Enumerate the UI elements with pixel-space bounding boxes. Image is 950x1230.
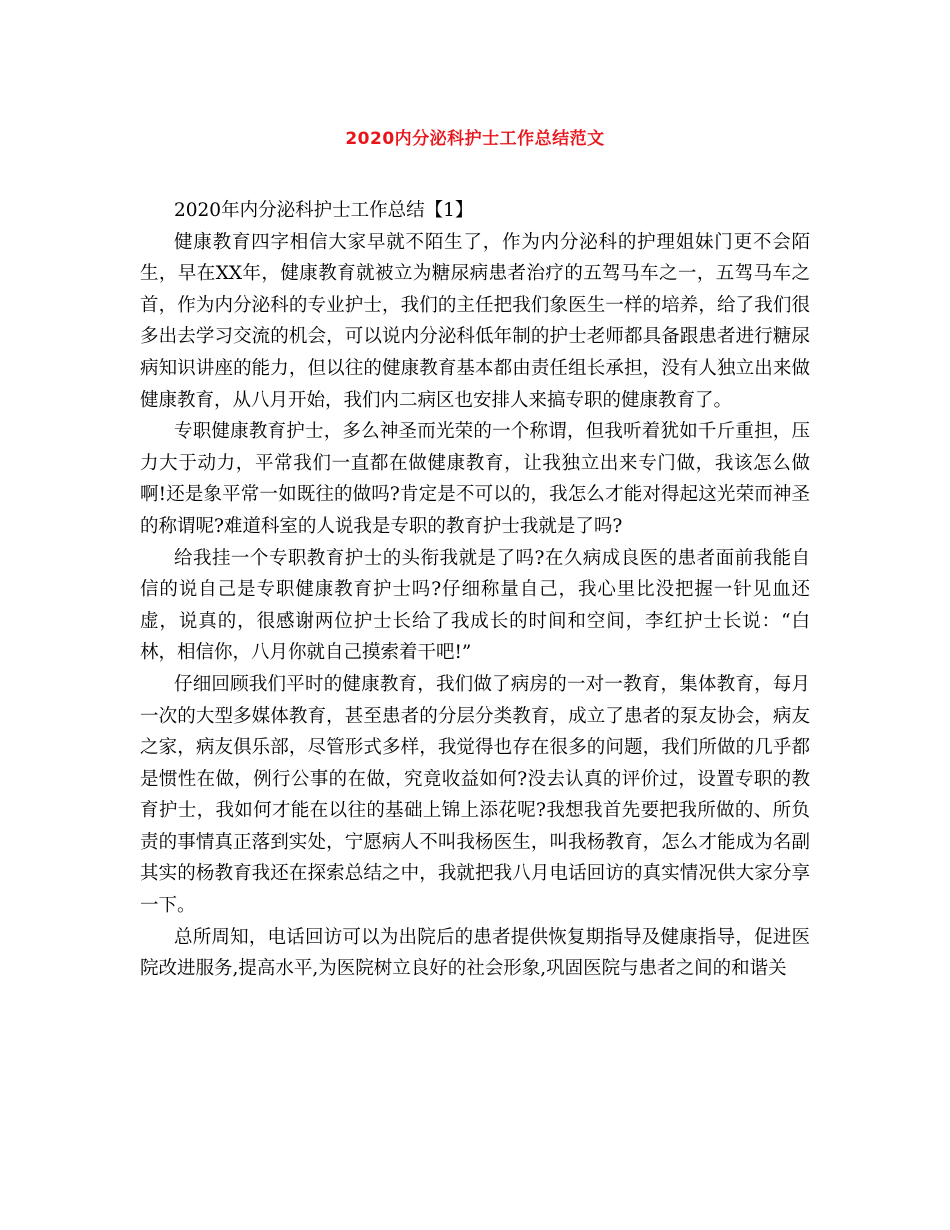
paragraph-3: 给我挂一个专职教育护士的头衔我就是了吗?在久病成良医的患者面前我能自信的说自己是专职健康教育护士吗?仔细称量自己，我心里比没把握一针见血还虚，说真的，很感谢两位护士长给了我成长的时间和空间，李红护士长说：“白林，相信你，八月你就自己摸索着干吧!”: [140, 547, 810, 664]
paragraph-5: 总所周知，电话回访可以为出院后的患者提供恢复期指导及健康指导，促进医院改进服务,提高水平,为医院树立良好的社会形象,巩固医院与患者之间的和谐关: [140, 926, 810, 980]
paragraph-2: 专职健康教育护士，多么神圣而光荣的一个称谓，但我听着犹如千斤重担，压力大于动力，平常我们一直都在做健康教育，让我独立出来专门做，我该怎么做啊!还是象平常一如既往的做吗?肯定是不可以的，我怎么才能对得起这光荣而神圣的称谓呢?难道科室的人说我是专职的教育护士我就是了吗?: [140, 421, 810, 537]
document-title: 2020内分泌科护士工作总结范文: [345, 129, 605, 149]
document-body: [140, 195, 810, 985]
section-subheading: 2020年内分泌科护士工作总结【1】: [174, 200, 474, 221]
paragraph-4: 仔细回顾我们平时的健康教育，我们做了病房的一对一教育，集体教育，每月一次的大型多媒体教育，甚至患者的分层分类教育，成立了患者的泵友协会，病友之家，病友俱乐部，尽管形式多样，我觉得也存在很多的问题，我们所做的几乎都是惯性在做，例行公事的在做，究竟收益如何?没去认真的评价过，设置专职的教育护士，我如何才能在以往的基础上锦上添花呢?我想我首先要把我所做的、所负责的事情真正落到实处，宁愿病人不叫我杨医生，叫我杨教育，怎么才能成为名副其实的杨教育我还在探索总结之中，我就把我八月电话回访的真实情况供大家分享一下。: [140, 673, 810, 917]
paragraph-1: 健康教育四字相信大家早就不陌生了，作为内分泌科的护理姐妹门更不会陌生，早在XX年，健康教育就被立为糖尿病患者治疗的五驾马车之一，五驾马车之首，作为内分泌科的专业护士，我们的主任把我们象医生一样的培养，给了我们很多出去学习交流的机会，可以说内分泌科低年制的护士老师都具备跟患者进行糖尿病知识讲座的能力，但以往的健康教育基本都由责任组长承担，没有人独立出来做健康教育，从八月开始，我们内二病区也安排人来搞专职的健康教育了。: [140, 231, 810, 411]
